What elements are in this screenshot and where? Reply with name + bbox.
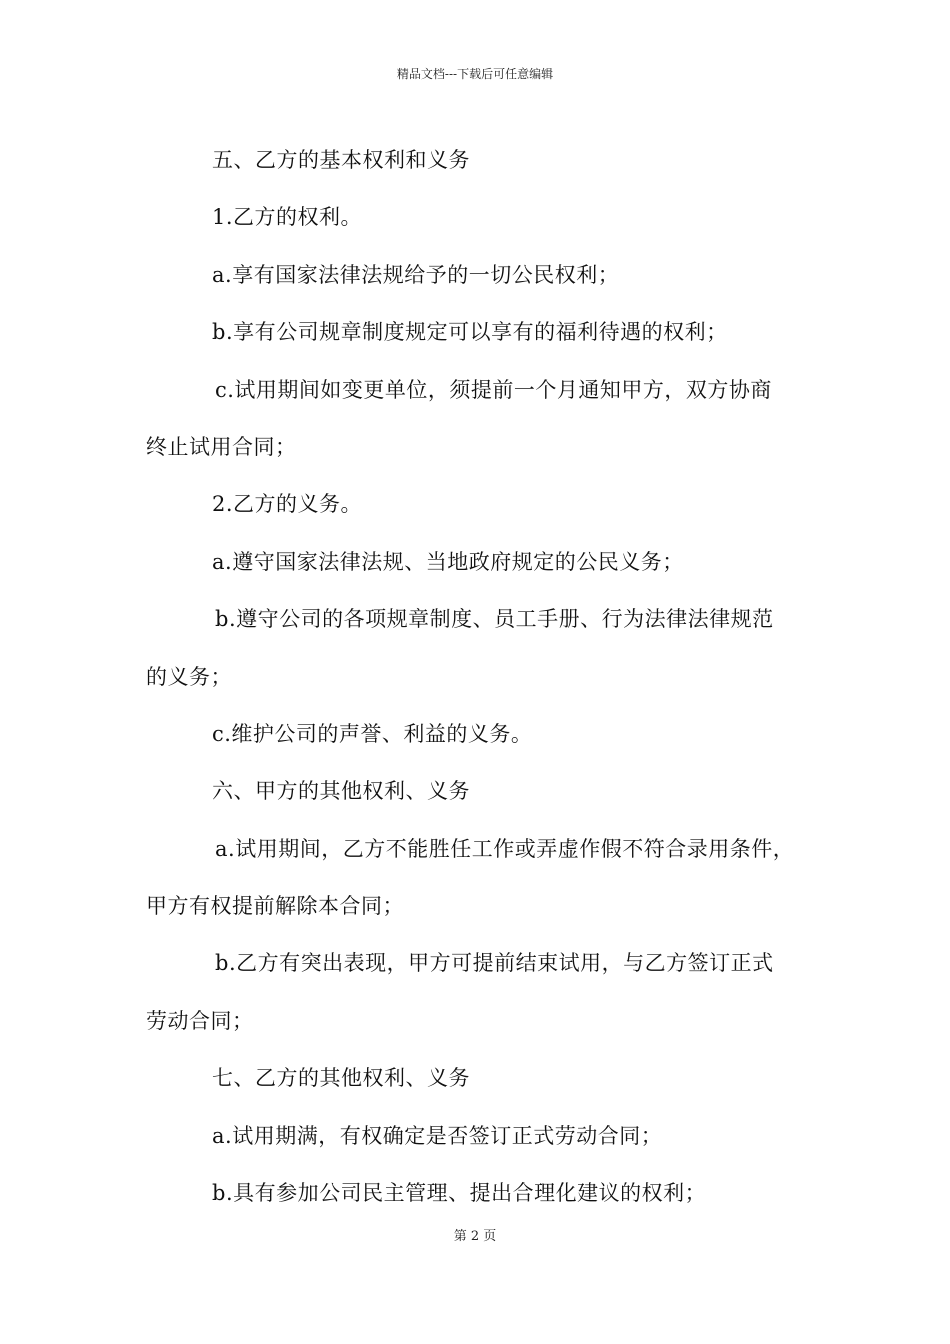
paragraph-line: b.享有公司规章制度规定可以享有的福利待遇的权利； <box>212 320 728 345</box>
paragraph-line: a.试用期间，乙方不能胜任工作或弄虚作假不符合录用条件， <box>215 836 795 861</box>
paragraph-line: b.遵守公司的各项规章制度、员工手册、行为法律法律规范 <box>215 607 774 632</box>
paragraph-line: a.遵守国家法律法规、当地政府规定的公民义务； <box>212 549 684 574</box>
subsection-heading-duties: 2.乙方的义务。 <box>212 492 363 517</box>
page-header: 精品文档---下载后可任意编辑 <box>396 67 554 81</box>
paragraph-line: b.具有参加公司民主管理、提出合理化建议的权利； <box>212 1181 707 1206</box>
paragraph-line-continuation: 劳动合同； <box>146 1008 254 1033</box>
paragraph-line: c.维护公司的声誉、利益的义务。 <box>212 721 533 746</box>
paragraph-line: c.试用期间如变更单位，须提前一个月通知甲方，双方协商 <box>215 377 772 402</box>
paragraph-line: a.享有国家法律法规给予的一切公民权利； <box>212 262 620 287</box>
page-number: 第 2 页 <box>453 1229 497 1244</box>
paragraph-line-continuation: 甲方有权提前解除本合同； <box>146 894 404 919</box>
paragraph-line: a.试用期满，有权确定是否签订正式劳动合同； <box>212 1123 663 1148</box>
document-body <box>146 132 836 1222</box>
section-heading-7: 七、乙方的其他权利、义务 <box>212 1066 470 1091</box>
section-heading-6: 六、甲方的其他权利、义务 <box>212 779 470 804</box>
section-heading-5: 五、乙方的基本权利和义务 <box>212 148 470 172</box>
subsection-heading-rights: 1.乙方的权利。 <box>212 205 363 230</box>
paragraph-line-continuation: 终止试用合同； <box>146 434 297 459</box>
paragraph-line-continuation: 的义务； <box>146 664 232 689</box>
paragraph-line: b.乙方有突出表现，甲方可提前结束试用，与乙方签订正式 <box>215 951 774 976</box>
